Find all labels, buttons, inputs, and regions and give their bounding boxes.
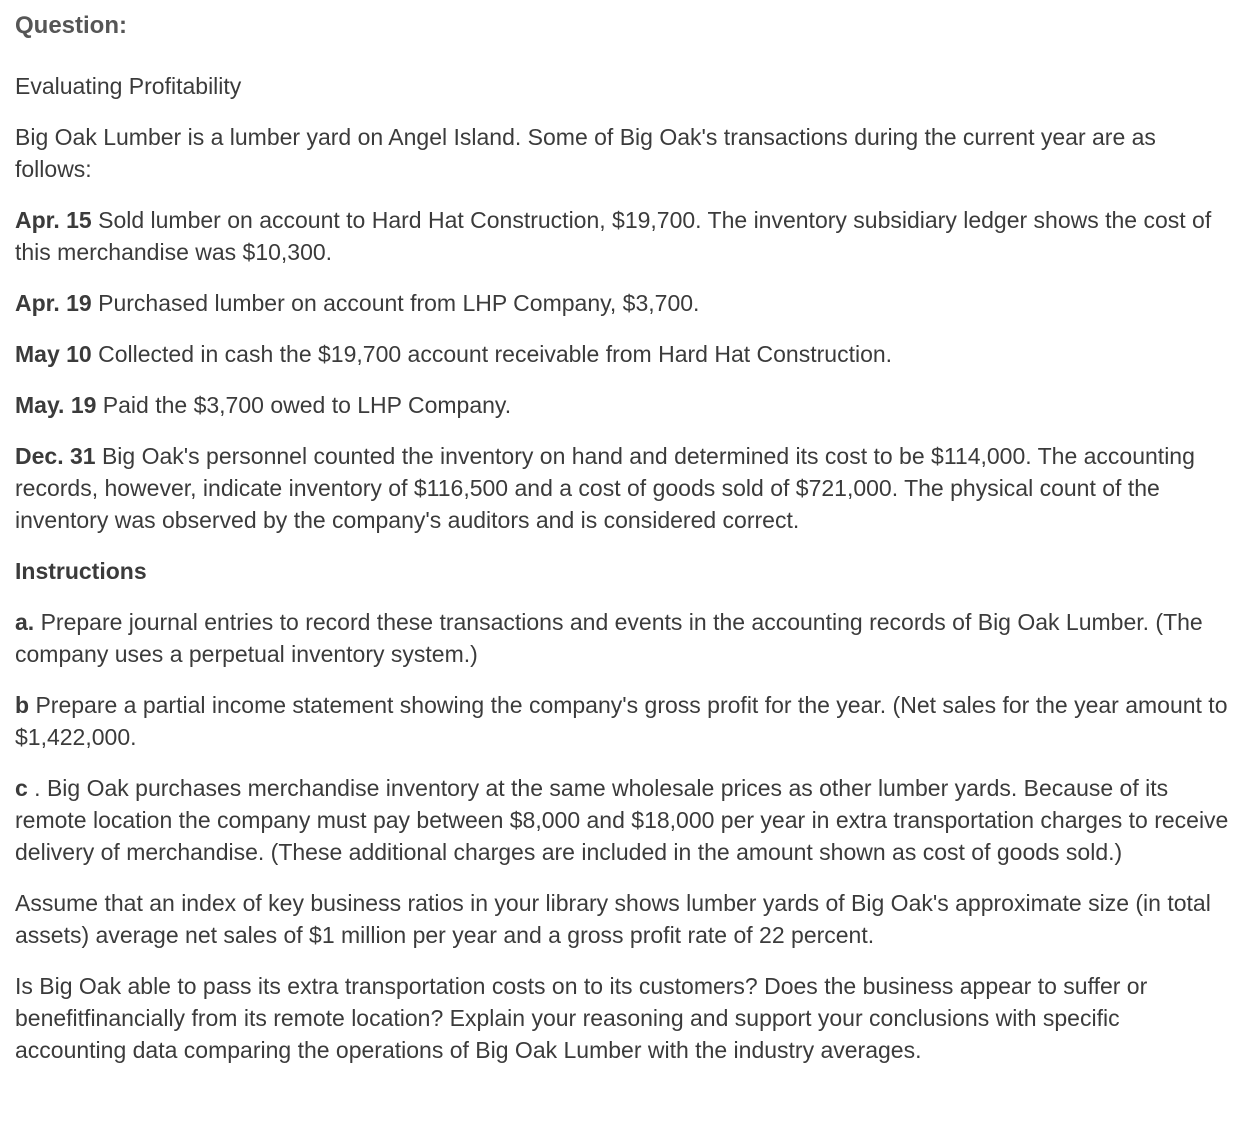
paragraph-intro bbox=[15, 121, 1235, 185]
paragraph-text: Purchased lumber on account from LHP Company, $3,700. bbox=[91, 290, 700, 316]
paragraph-closing-question bbox=[15, 970, 1235, 1066]
paragraph-lead: b bbox=[15, 692, 30, 718]
question-label: Question: bbox=[15, 12, 127, 39]
paragraph-text: Paid the $3,700 owed to LHP Company. bbox=[96, 392, 512, 418]
paragraph-instruction-a bbox=[15, 606, 1235, 670]
paragraph-may-10 bbox=[15, 338, 1235, 370]
instructions-heading bbox=[15, 555, 1235, 587]
paragraph-text: Big Oak Lumber is a lumber yard on Angel Island. Some of Big Oak's transactions during the current year are as follows: bbox=[15, 124, 1156, 182]
paragraph-subtitle bbox=[15, 70, 1235, 102]
paragraph-lead: Instructions bbox=[15, 558, 147, 584]
paragraph-text: Is Big Oak able to pass its extra transportation costs on to its customers? Does the business appear to suffer or benefitfinancially from its remote location? Explain your reasoning and support your conclusions with specific accounting data comparing the operations of Big Oak Lumber with the industry averages. bbox=[15, 973, 1148, 1063]
paragraph-text: Prepare a partial income statement showing the company's gross profit for the year. (Net sales for the year amount to $1,422,000. bbox=[15, 692, 1228, 750]
paragraph-lead: May. 19 bbox=[15, 392, 97, 418]
paragraph-instruction-c bbox=[15, 772, 1235, 868]
paragraph-text: Sold lumber on account to Hard Hat Construction, $19,700. The inventory subsidiary ledger shows the cost of this merchandise was $10,300. bbox=[15, 207, 1212, 265]
paragraph-assume bbox=[15, 887, 1235, 951]
paragraph-lead: c bbox=[15, 775, 28, 801]
paragraph-text: Prepare journal entries to record these transactions and events in the accounting records of Big Oak Lumber. (The company uses a perpetual inventory system.) bbox=[15, 609, 1203, 667]
paragraph-text: Assume that an index of key business ratios in your library shows lumber yards of Big Oak's approximate size (in total assets) average net sales of $1 million per year and a gross profit rate of 22 percent. bbox=[15, 890, 1211, 948]
paragraph-apr-19 bbox=[15, 287, 1235, 319]
paragraph-instruction-b bbox=[15, 689, 1235, 753]
paragraph-dec-31 bbox=[15, 440, 1235, 536]
paragraph-text: Big Oak's personnel counted the inventory on hand and determined its cost to be $114,000. The accounting records, however, indicate inventory of $116,500 and a cost of goods sold of $721,000. The physical count of the inventory was observed by the company's auditors and is considered correct. bbox=[15, 443, 1195, 533]
paragraph-text: . Big Oak purchases merchandise inventory at the same wholesale prices as other lumber yards. Because of its remote location the company must pay between $8,000 and $18,000 per year in extra transportation charges to receive delivery of merchandise. (These additional charges are included in the amount shown as cost of goods sold.) bbox=[15, 775, 1229, 865]
paragraph-may-19 bbox=[15, 389, 1235, 421]
paragraph-apr-15 bbox=[15, 204, 1235, 268]
paragraph-text: Evaluating Profitability bbox=[15, 73, 242, 99]
paragraph-lead: May 10 bbox=[15, 341, 92, 367]
paragraph-lead: Apr. 19 bbox=[15, 290, 92, 316]
paragraph-lead: a. bbox=[15, 609, 35, 635]
paragraph-lead: Dec. 31 bbox=[15, 443, 96, 469]
paragraph-text: Collected in cash the $19,700 account receivable from Hard Hat Construction. bbox=[91, 341, 893, 367]
paragraph-lead: Apr. 15 bbox=[15, 207, 92, 233]
